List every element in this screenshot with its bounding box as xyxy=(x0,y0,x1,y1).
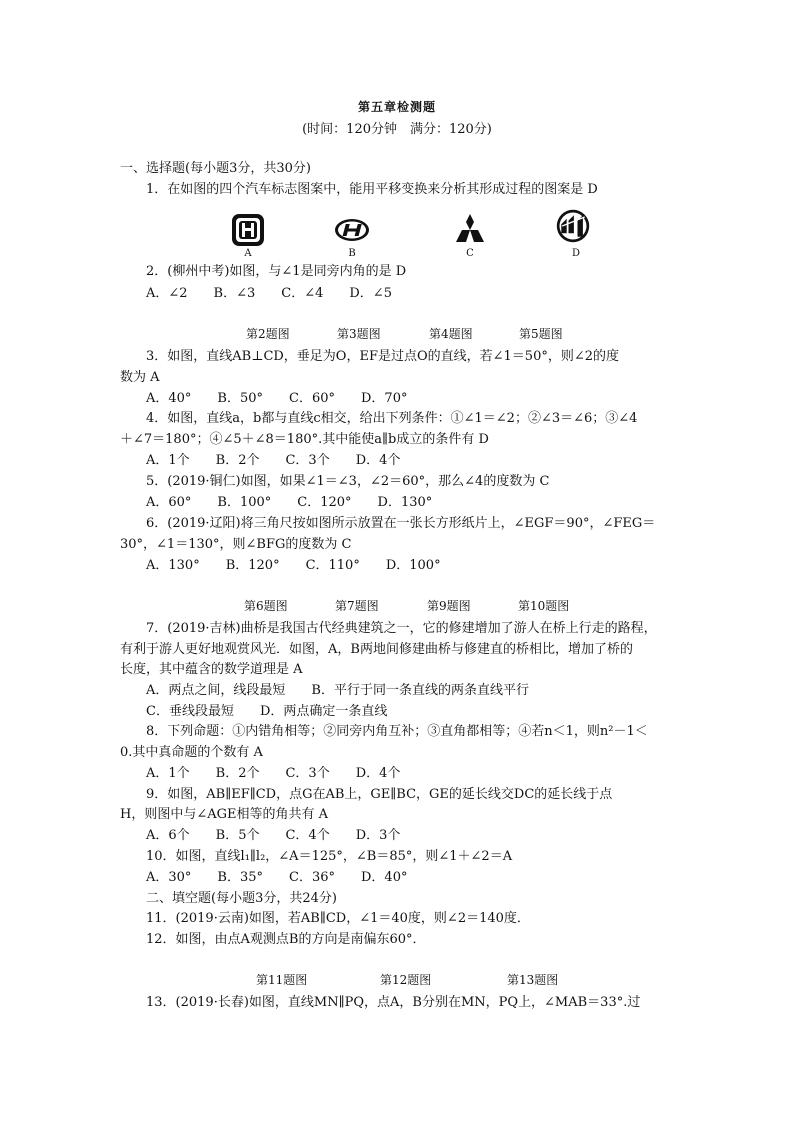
page-title: 第五章检测题 xyxy=(357,100,436,114)
question-12: 12．如图，由点A观测点B的方向是南偏东60°． xyxy=(146,932,426,947)
figure-caption: 第3题图 xyxy=(337,327,381,341)
figure-caption: 第10题图 xyxy=(518,599,570,613)
question-4-line-2: ＋∠7＝180°；④∠5＋∠8＝180°.其中能使a∥b成立的条件有 D xyxy=(120,432,489,447)
question-8-options: A．1个 B．2个 C．3个 D．4个 xyxy=(146,766,401,781)
section-heading-fill: 二、填空题(每小题3分，共24分) xyxy=(146,891,337,906)
question-9-line-2: H，则图中与∠AGE相等的角共有 A xyxy=(120,807,329,822)
figure-caption: 第5题图 xyxy=(519,327,563,341)
question-6-options: A．130° B．120° C．110° D．100° xyxy=(146,558,441,573)
question-13: 13．(2019·长春)如图，直线MN∥PQ，点A，B分别在MN，PQ上，∠MAB＝33°.过 xyxy=(146,995,641,1010)
question-5-options: A．60° B．100° C．120° D．130° xyxy=(146,495,433,510)
figure-caption: 第7题图 xyxy=(335,599,379,613)
question-3-line-1: 3．如图，直线AB⊥CD，垂足为O，EF是过点O的直线，若∠1＝50°，则∠2的度 xyxy=(146,349,620,364)
question-9-options: A．6个 B．5个 C．4个 D．3个 xyxy=(146,828,401,843)
figure-caption: 第12题图 xyxy=(380,973,432,987)
question-11: 11．(2019·云南)如图，若AB∥CD，∠1＝40度，则∠2＝140度． xyxy=(146,911,530,926)
logo-label-a: A xyxy=(244,248,252,259)
question-2-options: A．∠2 B．∠3 C．∠4 D．∠5 xyxy=(146,286,392,301)
logo-label-c: C xyxy=(466,248,474,259)
question-7-line-1: 7．(2019·吉林)曲桥是我国古代经典建筑之一，它的修建增加了游人在桥上行走的路程， xyxy=(146,621,657,636)
logo-honda-icon xyxy=(230,212,266,248)
section-heading-choice: 一、选择题(每小题3分，共30分) xyxy=(120,161,311,176)
question-2: 2．(柳州中考)如图，与∠1是同旁内角的是 D xyxy=(146,264,407,279)
question-7-options-2: C．垂线段最短 D．两点确定一条直线 xyxy=(146,704,388,719)
question-7-line-2: 有利于游人更好地观赏风光．如图，A，B两地间修建曲桥与修建直的桥相比，增加了桥的 xyxy=(120,642,633,657)
question-8-line-1: 8．下列命题：①内错角相等；②同旁内角互补；③直角都相等；④若n＜1，则n²－1＜ xyxy=(146,724,648,739)
figure-caption: 第6题图 xyxy=(244,599,288,613)
question-6-line-1: 6．(2019·辽阳)将三角尺按如图所示放置在一张长方形纸片上，∠EGF＝90°，∠FEG＝ xyxy=(146,516,656,531)
figure-caption: 第13题图 xyxy=(507,973,559,987)
question-6-line-2: 30°，∠1＝130°，则∠BFG的度数为 C xyxy=(120,537,352,552)
logo-label-d: D xyxy=(571,248,581,259)
page-subtitle: (时间：120分钟 满分：120分) xyxy=(302,122,492,137)
question-3-options: A．40° B．50° C．60° D．70° xyxy=(146,391,408,406)
question-1: 1．在如图的四个汽车标志图案中，能用平移变换来分析其形成过程的图案是 D xyxy=(146,182,598,197)
question-7-options-1: A．两点之间，线段最短 B．平行于同一条直线的两条直线平行 xyxy=(146,683,529,698)
question-4-options: A．1个 B．2个 C．3个 D．4个 xyxy=(146,453,401,468)
logo-hyundai-icon xyxy=(334,212,370,248)
question-10: 10．如图，直线l₁∥l₂，∠A＝125°，∠B＝85°，则∠1＋∠2＝A xyxy=(146,849,513,864)
question-8-line-2: 0.其中真命题的个数有 A xyxy=(120,745,263,760)
figure-caption: 第2题图 xyxy=(246,327,290,341)
question-4-line-1: 4．如图，直线a，b都与直线c相交，给出下列条件：①∠1＝∠2；②∠3＝∠6；③∠4 xyxy=(146,411,638,426)
logo-label-b: B xyxy=(348,248,356,259)
question-5: 5．(2019·铜仁)如图，如果∠1＝∠3，∠2＝60°，那么∠4的度数为 C xyxy=(146,474,550,489)
question-9-line-1: 9．如图，AB∥EF∥CD，点G在AB上，GE∥BC，GE的延长线交DC的延长线于点 xyxy=(146,787,613,802)
question-3-line-2: 数为 A xyxy=(120,370,160,385)
question-7-line-3: 长度，其中蕴含的数学道理是 A xyxy=(120,662,303,677)
figure-caption: 第9题图 xyxy=(427,599,471,613)
logo-mitsubishi-icon xyxy=(452,212,488,248)
figure-caption: 第4题图 xyxy=(429,327,473,341)
logo-buick-icon xyxy=(555,208,591,244)
figure-caption: 第11题图 xyxy=(256,973,308,987)
question-10-options: A．30° B．35° C．36° D．40° xyxy=(146,870,408,885)
